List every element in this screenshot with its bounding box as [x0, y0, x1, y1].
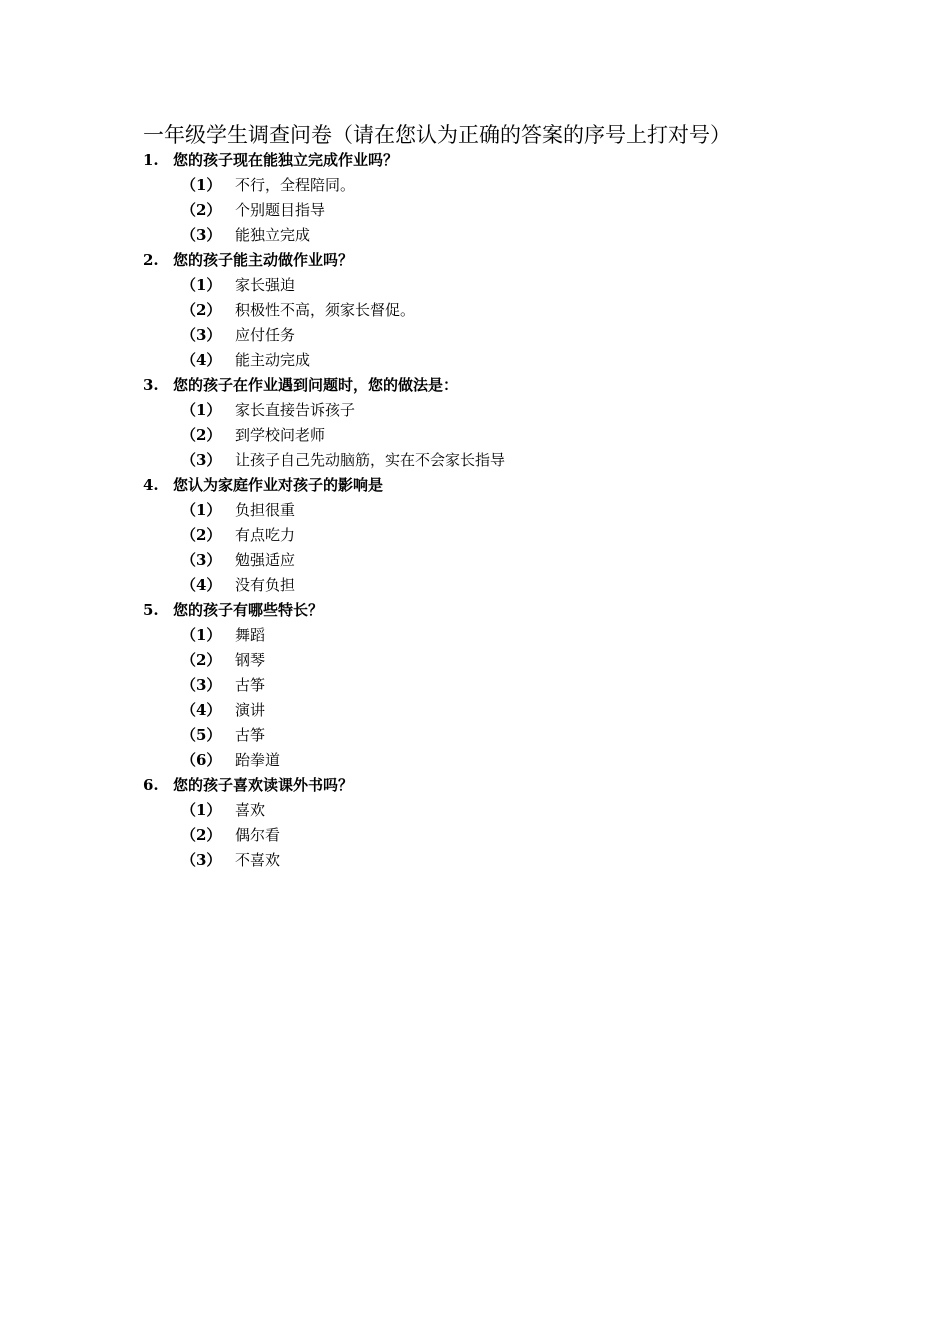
- option-item[interactable]: [143, 648, 843, 673]
- option-item[interactable]: [143, 623, 843, 648]
- question-number: 6.: [143, 776, 159, 794]
- option-list: [143, 798, 843, 873]
- option-number: （5）: [181, 726, 222, 744]
- option-text: 个别题目指导: [235, 201, 326, 219]
- question-line: [143, 373, 843, 398]
- question-number: 4.: [143, 476, 159, 494]
- option-number: （2）: [181, 426, 222, 444]
- option-text: 应付任务: [235, 326, 296, 344]
- option-text: 有点吃力: [235, 526, 296, 544]
- question-text: 您的孩子现在能独立完成作业吗？: [173, 151, 399, 169]
- option-number: （2）: [181, 826, 222, 844]
- option-item[interactable]: [143, 798, 843, 823]
- option-number: （6）: [181, 751, 222, 769]
- option-text: 到学校问老师: [235, 426, 326, 444]
- question-number: 1.: [143, 151, 159, 169]
- question-line: [143, 598, 843, 623]
- option-number: （1）: [181, 401, 222, 419]
- option-text: 跆拳道: [235, 751, 281, 769]
- option-number: （1）: [181, 801, 222, 819]
- option-item[interactable]: [143, 823, 843, 848]
- option-number: （2）: [181, 526, 222, 544]
- option-item[interactable]: [143, 698, 843, 723]
- question-text: 您的孩子在作业遇到问题时，您的做法是：: [173, 376, 459, 394]
- question-text: 您的孩子有哪些特长？: [173, 601, 324, 619]
- option-item[interactable]: [143, 523, 843, 548]
- question-list: [143, 148, 843, 873]
- question-2: [143, 248, 843, 373]
- option-number: （3）: [181, 226, 222, 244]
- option-item[interactable]: [143, 673, 843, 698]
- question-text: 您的孩子能主动做作业吗？: [173, 251, 354, 269]
- option-text: 演讲: [235, 701, 266, 719]
- option-number: （2）: [181, 301, 222, 319]
- option-number: （3）: [181, 851, 222, 869]
- option-text: 不喜欢: [235, 851, 281, 869]
- option-item[interactable]: [143, 848, 843, 873]
- option-text: 偶尔看: [235, 826, 281, 844]
- option-list: [143, 398, 843, 473]
- option-list: [143, 173, 843, 248]
- option-item[interactable]: [143, 348, 843, 373]
- option-number: （4）: [181, 351, 222, 369]
- option-item[interactable]: [143, 198, 843, 223]
- option-text: 钢琴: [235, 651, 266, 669]
- question-1: [143, 148, 843, 248]
- option-text: 勉强适应: [235, 551, 296, 569]
- option-number: （1）: [181, 626, 222, 644]
- question-3: [143, 373, 843, 473]
- option-item[interactable]: [143, 498, 843, 523]
- question-4: [143, 473, 843, 598]
- option-number: （3）: [181, 451, 222, 469]
- option-number: （3）: [181, 326, 222, 344]
- question-text: 您的孩子喜欢读课外书吗？: [173, 776, 354, 794]
- option-item[interactable]: [143, 723, 843, 748]
- option-text: 负担很重: [235, 501, 296, 519]
- option-text: 古筝: [235, 676, 266, 694]
- option-list: [143, 498, 843, 598]
- question-text: 您认为家庭作业对孩子的影响是: [173, 476, 384, 494]
- option-item[interactable]: [143, 223, 843, 248]
- option-text: 家长强迫: [235, 276, 296, 294]
- option-number: （1）: [181, 176, 222, 194]
- question-number: 5.: [143, 601, 159, 619]
- option-item[interactable]: [143, 548, 843, 573]
- question-5: [143, 598, 843, 773]
- option-item[interactable]: [143, 298, 843, 323]
- option-item[interactable]: [143, 273, 843, 298]
- option-number: （2）: [181, 651, 222, 669]
- question-number: 3.: [143, 376, 159, 394]
- question-number: 2.: [143, 251, 159, 269]
- option-text: 古筝: [235, 726, 266, 744]
- option-number: （3）: [181, 551, 222, 569]
- option-item[interactable]: [143, 323, 843, 348]
- option-text: 让孩子自己先动脑筋，实在不会家长指导: [235, 451, 506, 469]
- option-list: [143, 273, 843, 373]
- option-number: （3）: [181, 676, 222, 694]
- option-text: 能主动完成: [235, 351, 311, 369]
- option-text: 舞蹈: [235, 626, 266, 644]
- question-line: [143, 148, 843, 173]
- option-text: 积极性不高，须家长督促。: [235, 301, 416, 319]
- option-item[interactable]: [143, 423, 843, 448]
- option-text: 喜欢: [235, 801, 266, 819]
- option-number: （1）: [181, 276, 222, 294]
- question-line: [143, 473, 843, 498]
- page-title: 一年级学生调查问卷（请在您认为正确的答案的序号上打对号）: [143, 123, 731, 147]
- option-number: （1）: [181, 501, 222, 519]
- option-item[interactable]: [143, 573, 843, 598]
- option-number: （4）: [181, 576, 222, 594]
- option-number: （2）: [181, 201, 222, 219]
- question-line: [143, 248, 843, 273]
- option-text: 不行，全程陪同。: [235, 176, 356, 194]
- question-line: [143, 773, 843, 798]
- option-text: 没有负担: [235, 576, 296, 594]
- option-text: 家长直接告诉孩子: [235, 401, 356, 419]
- question-6: [143, 773, 843, 873]
- option-item[interactable]: [143, 748, 843, 773]
- option-item[interactable]: [143, 448, 843, 473]
- option-number: （4）: [181, 701, 222, 719]
- option-list: [143, 623, 843, 773]
- option-item[interactable]: [143, 398, 843, 423]
- option-item[interactable]: [143, 173, 843, 198]
- option-text: 能独立完成: [235, 226, 311, 244]
